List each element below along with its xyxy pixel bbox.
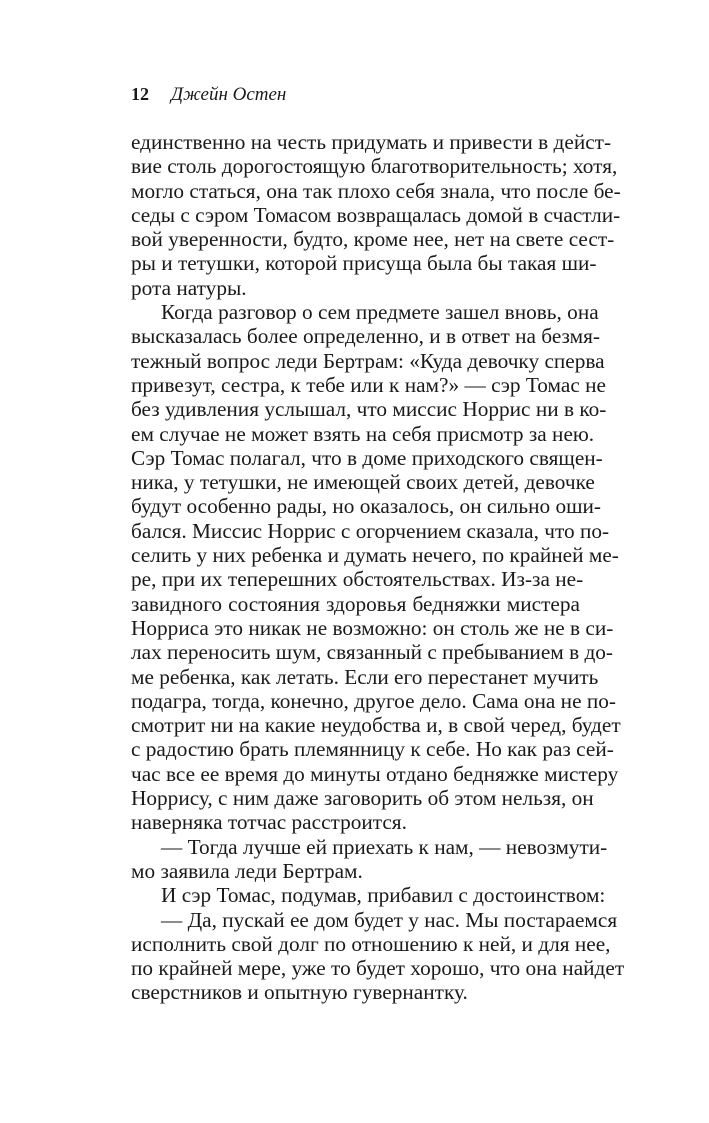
text-line: тежный вопрос леди Бертрам: «Куда девочку сперва [131, 348, 605, 373]
text-line: седы с сэром Томасом возвращалась домой в счастли- [131, 202, 621, 227]
text-line: исполнить свой долг по отношению к ней, и для нее, [131, 931, 611, 956]
text-line: вой уверенности, будто, кроме нее, нет на свете сест- [131, 227, 615, 252]
page-number: 12 [131, 84, 149, 104]
text-line: рота натуры. [131, 275, 247, 300]
text-line: смотрит ни на какие неудобства и, в свой черед, будет [131, 713, 621, 738]
running-head [131, 84, 580, 116]
running-head-author: Джейн Остен [171, 84, 287, 105]
text-line: бался. Миссис Норрис с огорчением сказала, что по- [131, 518, 610, 543]
text-line: ника, у тетушки, не имеющей своих детей, девочке [131, 470, 595, 495]
text-line: единственно на честь придумать и привести в дейст- [131, 130, 612, 154]
text-line: час все ее время до минуты отдано бедняжке мистеру [131, 761, 619, 786]
text-line: мо заявила леди Бертрам. [131, 858, 363, 883]
text-line: селить у них ребенка и думать нечего, по крайней ме- [131, 543, 619, 568]
text-line: Норрису, с ним даже заговорить об этом нельзя, он [131, 786, 594, 811]
text-line: завидного состояния здоровья бедняжки мистера [131, 591, 580, 616]
text-line: будут особенно рады, но оказалось, он сильно оши- [131, 494, 602, 519]
body-text [131, 130, 625, 1005]
text-line: И сэр Томас, подумав, прибавил с достоинством: [161, 883, 606, 908]
text-line: привезут, сестра, к тебе или к нам?» — сэр Томас не [131, 372, 606, 397]
text-line: лах переносить шум, связанный с пребыванием в до- [131, 640, 614, 665]
text-line: — Да, пускай ее дом будет у нас. Мы постараемся [161, 907, 618, 932]
text-line: сверстников и опытную гувернантку. [131, 980, 468, 1005]
text-line: высказалась более определенно, и в ответ на безмя- [131, 324, 601, 349]
text-line: ем случае не может взять на себя присмотр за нею. [131, 421, 595, 446]
text-line: без удивления услышал, что миссис Норрис ни в ко- [131, 397, 607, 422]
text-line: ре, при их теперешних обстоятельствах. Из-за не- [131, 567, 584, 592]
text-line: Сэр Томас полагал, что в доме приходского священ- [131, 445, 603, 470]
text-line: — Тогда лучше ей приехать к нам, — невозмути- [161, 834, 608, 859]
paragraph [131, 300, 621, 835]
text-line: Норриса это никак не возможно: он столь же не в си- [131, 615, 614, 640]
text-line: ме ребенка, как летать. Если его перестанет мучить [131, 664, 599, 689]
paragraph [131, 130, 621, 300]
text-line: с радостию брать племянницу к себе. Но как раз сей- [131, 737, 614, 762]
text-line: могло статься, она так плохо себя знала, что после бе- [131, 178, 621, 203]
text-line: по крайней мере, уже то будет хорошо, что она найдет [131, 956, 625, 981]
text-line: наверняка тотчас расстроится. [131, 810, 407, 835]
text-line: ры и тетушки, которой присуща была бы такая ши- [131, 251, 597, 276]
paragraph [131, 883, 606, 908]
text-line: подагра, тогда, конечно, другое дело. Сама она не по- [131, 688, 616, 713]
text-line: вие столь дорогостоящую благотворительность; хотя, [131, 154, 618, 179]
paragraph [131, 907, 625, 1005]
paragraph [131, 834, 608, 884]
book-page [131, 84, 625, 1005]
text-line: Когда разговор о сем предмете зашел вновь, она [161, 300, 599, 325]
